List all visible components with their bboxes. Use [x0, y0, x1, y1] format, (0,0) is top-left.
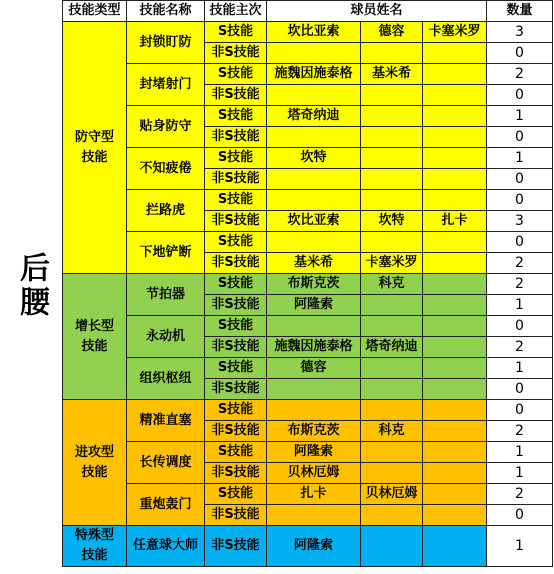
player-name-cell	[423, 379, 487, 400]
header-skill-type: 技能类型	[63, 1, 127, 22]
player-name-cell	[423, 253, 487, 274]
count-cell: 2	[487, 253, 553, 274]
table-row	[63, 190, 553, 211]
player-name-cell: 科克	[361, 274, 423, 295]
player-name-cell	[361, 106, 423, 127]
count-cell: 3	[487, 211, 553, 232]
player-name-cell: 基米希	[267, 253, 361, 274]
skill-tier-cell: 非S技能	[205, 169, 267, 190]
table-row	[63, 400, 553, 421]
player-name-cell	[267, 400, 361, 421]
count-cell: 1	[487, 358, 553, 379]
skill-type-cell: 防守型 技能	[63, 22, 127, 274]
player-name-cell: 卡塞米罗	[361, 253, 423, 274]
skill-tier-cell: S技能	[205, 316, 267, 337]
player-name-cell	[361, 526, 423, 567]
skill-name-cell: 拦路虎	[127, 190, 205, 232]
table-row	[63, 148, 553, 169]
table-row	[63, 22, 553, 43]
count-cell: 2	[487, 274, 553, 295]
count-cell: 0	[487, 232, 553, 253]
table-row	[63, 106, 553, 127]
player-name-cell	[267, 43, 361, 64]
count-cell: 0	[487, 316, 553, 337]
player-name-cell	[361, 442, 423, 463]
count-cell: 0	[487, 85, 553, 106]
player-name-cell	[267, 190, 361, 211]
skill-tier-cell: 非S技能	[205, 505, 267, 526]
skill-tier-cell: S技能	[205, 442, 267, 463]
count-cell: 1	[487, 463, 553, 484]
position-label	[0, 0, 62, 572]
table-row	[63, 232, 553, 253]
table-row	[63, 526, 553, 567]
player-name-cell	[361, 85, 423, 106]
player-name-cell	[423, 190, 487, 211]
player-name-cell	[423, 127, 487, 148]
skill-tier-cell: S技能	[205, 64, 267, 85]
player-name-cell	[267, 232, 361, 253]
player-name-cell: 施魏因施泰格	[267, 337, 361, 358]
count-cell: 1	[487, 148, 553, 169]
player-name-cell: 德容	[267, 358, 361, 379]
skills-table	[62, 0, 553, 567]
skill-tier-cell: 非S技能	[205, 253, 267, 274]
skill-tier-cell: 非S技能	[205, 85, 267, 106]
player-name-cell	[267, 505, 361, 526]
position-label-text: 后腰	[14, 252, 49, 320]
skill-name-cell: 精准直塞	[127, 400, 205, 442]
player-name-cell: 塔奇纳迪	[267, 106, 361, 127]
skill-tier-cell: 非S技能	[205, 337, 267, 358]
player-name-cell	[361, 169, 423, 190]
player-name-cell	[267, 169, 361, 190]
player-name-cell	[267, 316, 361, 337]
count-cell: 0	[487, 190, 553, 211]
skill-name-cell: 贴身防守	[127, 106, 205, 148]
count-cell: 0	[487, 127, 553, 148]
player-name-cell	[423, 232, 487, 253]
player-name-cell: 阿隆索	[267, 295, 361, 316]
table-row	[63, 358, 553, 379]
header-player-names: 球员姓名	[267, 1, 487, 22]
count-cell: 2	[487, 421, 553, 442]
count-cell: 1	[487, 442, 553, 463]
skill-name-cell: 任意球大师	[127, 526, 205, 567]
player-name-cell	[361, 463, 423, 484]
player-name-cell	[267, 379, 361, 400]
player-name-cell	[423, 295, 487, 316]
skill-tier-cell: S技能	[205, 400, 267, 421]
player-name-cell	[423, 400, 487, 421]
player-name-cell	[361, 232, 423, 253]
player-name-cell	[423, 169, 487, 190]
skill-name-cell: 长传调度	[127, 442, 205, 484]
player-name-cell: 科克	[361, 421, 423, 442]
player-name-cell: 布斯克茨	[267, 421, 361, 442]
player-name-cell	[423, 526, 487, 567]
player-name-cell	[423, 106, 487, 127]
skill-name-cell: 不知疲倦	[127, 148, 205, 190]
player-name-cell	[361, 316, 423, 337]
skill-tier-cell: 非S技能	[205, 463, 267, 484]
player-name-cell	[361, 358, 423, 379]
player-name-cell: 阿隆索	[267, 526, 361, 567]
player-name-cell	[423, 358, 487, 379]
player-name-cell	[267, 85, 361, 106]
player-name-cell: 卡塞米罗	[423, 22, 487, 43]
skill-name-cell: 组织枢纽	[127, 358, 205, 400]
skill-type-cell: 进攻型 技能	[63, 400, 127, 526]
skill-type-cell: 增长型 技能	[63, 274, 127, 400]
count-cell: 0	[487, 43, 553, 64]
player-name-cell: 扎卡	[267, 484, 361, 505]
count-cell: 0	[487, 400, 553, 421]
count-cell: 1	[487, 106, 553, 127]
skill-tier-cell: 非S技能	[205, 43, 267, 64]
table-row	[63, 274, 553, 295]
player-name-cell: 坎比亚索	[267, 22, 361, 43]
player-name-cell	[423, 337, 487, 358]
player-name-cell	[361, 190, 423, 211]
skill-name-cell: 下地铲断	[127, 232, 205, 274]
player-name-cell	[423, 64, 487, 85]
skill-tier-cell: 非S技能	[205, 526, 267, 567]
header-skill-name: 技能名称	[127, 1, 205, 22]
header-skill-tier: 技能主次	[205, 1, 267, 22]
player-name-cell	[423, 463, 487, 484]
skill-tier-cell: 非S技能	[205, 421, 267, 442]
player-name-cell	[423, 148, 487, 169]
player-name-cell: 贝林厄姆	[361, 484, 423, 505]
player-name-cell	[423, 442, 487, 463]
count-cell: 0	[487, 169, 553, 190]
player-name-cell: 坎特	[267, 148, 361, 169]
skill-tier-cell: 非S技能	[205, 379, 267, 400]
player-name-cell	[423, 421, 487, 442]
count-cell: 0	[487, 505, 553, 526]
player-name-cell	[267, 127, 361, 148]
player-name-cell: 坎特	[361, 211, 423, 232]
skill-tier-cell: S技能	[205, 148, 267, 169]
player-name-cell	[361, 400, 423, 421]
player-name-cell	[423, 316, 487, 337]
player-name-cell: 布斯克茨	[267, 274, 361, 295]
count-cell: 0	[487, 379, 553, 400]
count-cell: 2	[487, 484, 553, 505]
header-row	[63, 1, 553, 22]
player-name-cell: 贝林厄姆	[267, 463, 361, 484]
count-cell: 1	[487, 295, 553, 316]
player-name-cell	[423, 274, 487, 295]
player-name-cell	[361, 127, 423, 148]
table-row	[63, 316, 553, 337]
header-count: 数量	[487, 1, 553, 22]
player-name-cell: 坎比亚索	[267, 211, 361, 232]
table-row	[63, 64, 553, 85]
count-cell: 3	[487, 22, 553, 43]
skill-name-cell: 重炮轰门	[127, 484, 205, 526]
skill-tier-cell: S技能	[205, 358, 267, 379]
player-name-cell	[423, 43, 487, 64]
skill-tier-cell: S技能	[205, 232, 267, 253]
player-name-cell: 塔奇纳迪	[361, 337, 423, 358]
count-cell: 2	[487, 64, 553, 85]
player-name-cell	[423, 85, 487, 106]
skill-tier-cell: S技能	[205, 190, 267, 211]
skill-name-cell: 永动机	[127, 316, 205, 358]
table-row	[63, 484, 553, 505]
count-cell: 2	[487, 337, 553, 358]
player-name-cell	[423, 505, 487, 526]
skill-tier-cell: S技能	[205, 106, 267, 127]
count-cell: 1	[487, 526, 553, 567]
skill-type-cell: 特殊型 技能	[63, 526, 127, 567]
player-name-cell	[361, 43, 423, 64]
skill-tier-cell: 非S技能	[205, 127, 267, 148]
player-name-cell: 阿隆索	[267, 442, 361, 463]
skill-name-cell: 节拍器	[127, 274, 205, 316]
player-name-cell	[361, 505, 423, 526]
skill-tier-cell: 非S技能	[205, 295, 267, 316]
table-row	[63, 442, 553, 463]
player-name-cell	[423, 484, 487, 505]
skill-tier-cell: 非S技能	[205, 211, 267, 232]
player-name-cell	[361, 295, 423, 316]
skill-name-cell: 封锁盯防	[127, 22, 205, 64]
player-name-cell: 基米希	[361, 64, 423, 85]
player-name-cell	[361, 379, 423, 400]
skill-tier-cell: S技能	[205, 484, 267, 505]
skill-tier-cell: S技能	[205, 22, 267, 43]
skill-tier-cell: S技能	[205, 274, 267, 295]
player-name-cell: 扎卡	[423, 211, 487, 232]
player-name-cell: 施魏因施泰格	[267, 64, 361, 85]
player-name-cell: 德容	[361, 22, 423, 43]
skill-name-cell: 封堵射门	[127, 64, 205, 106]
player-name-cell	[361, 148, 423, 169]
